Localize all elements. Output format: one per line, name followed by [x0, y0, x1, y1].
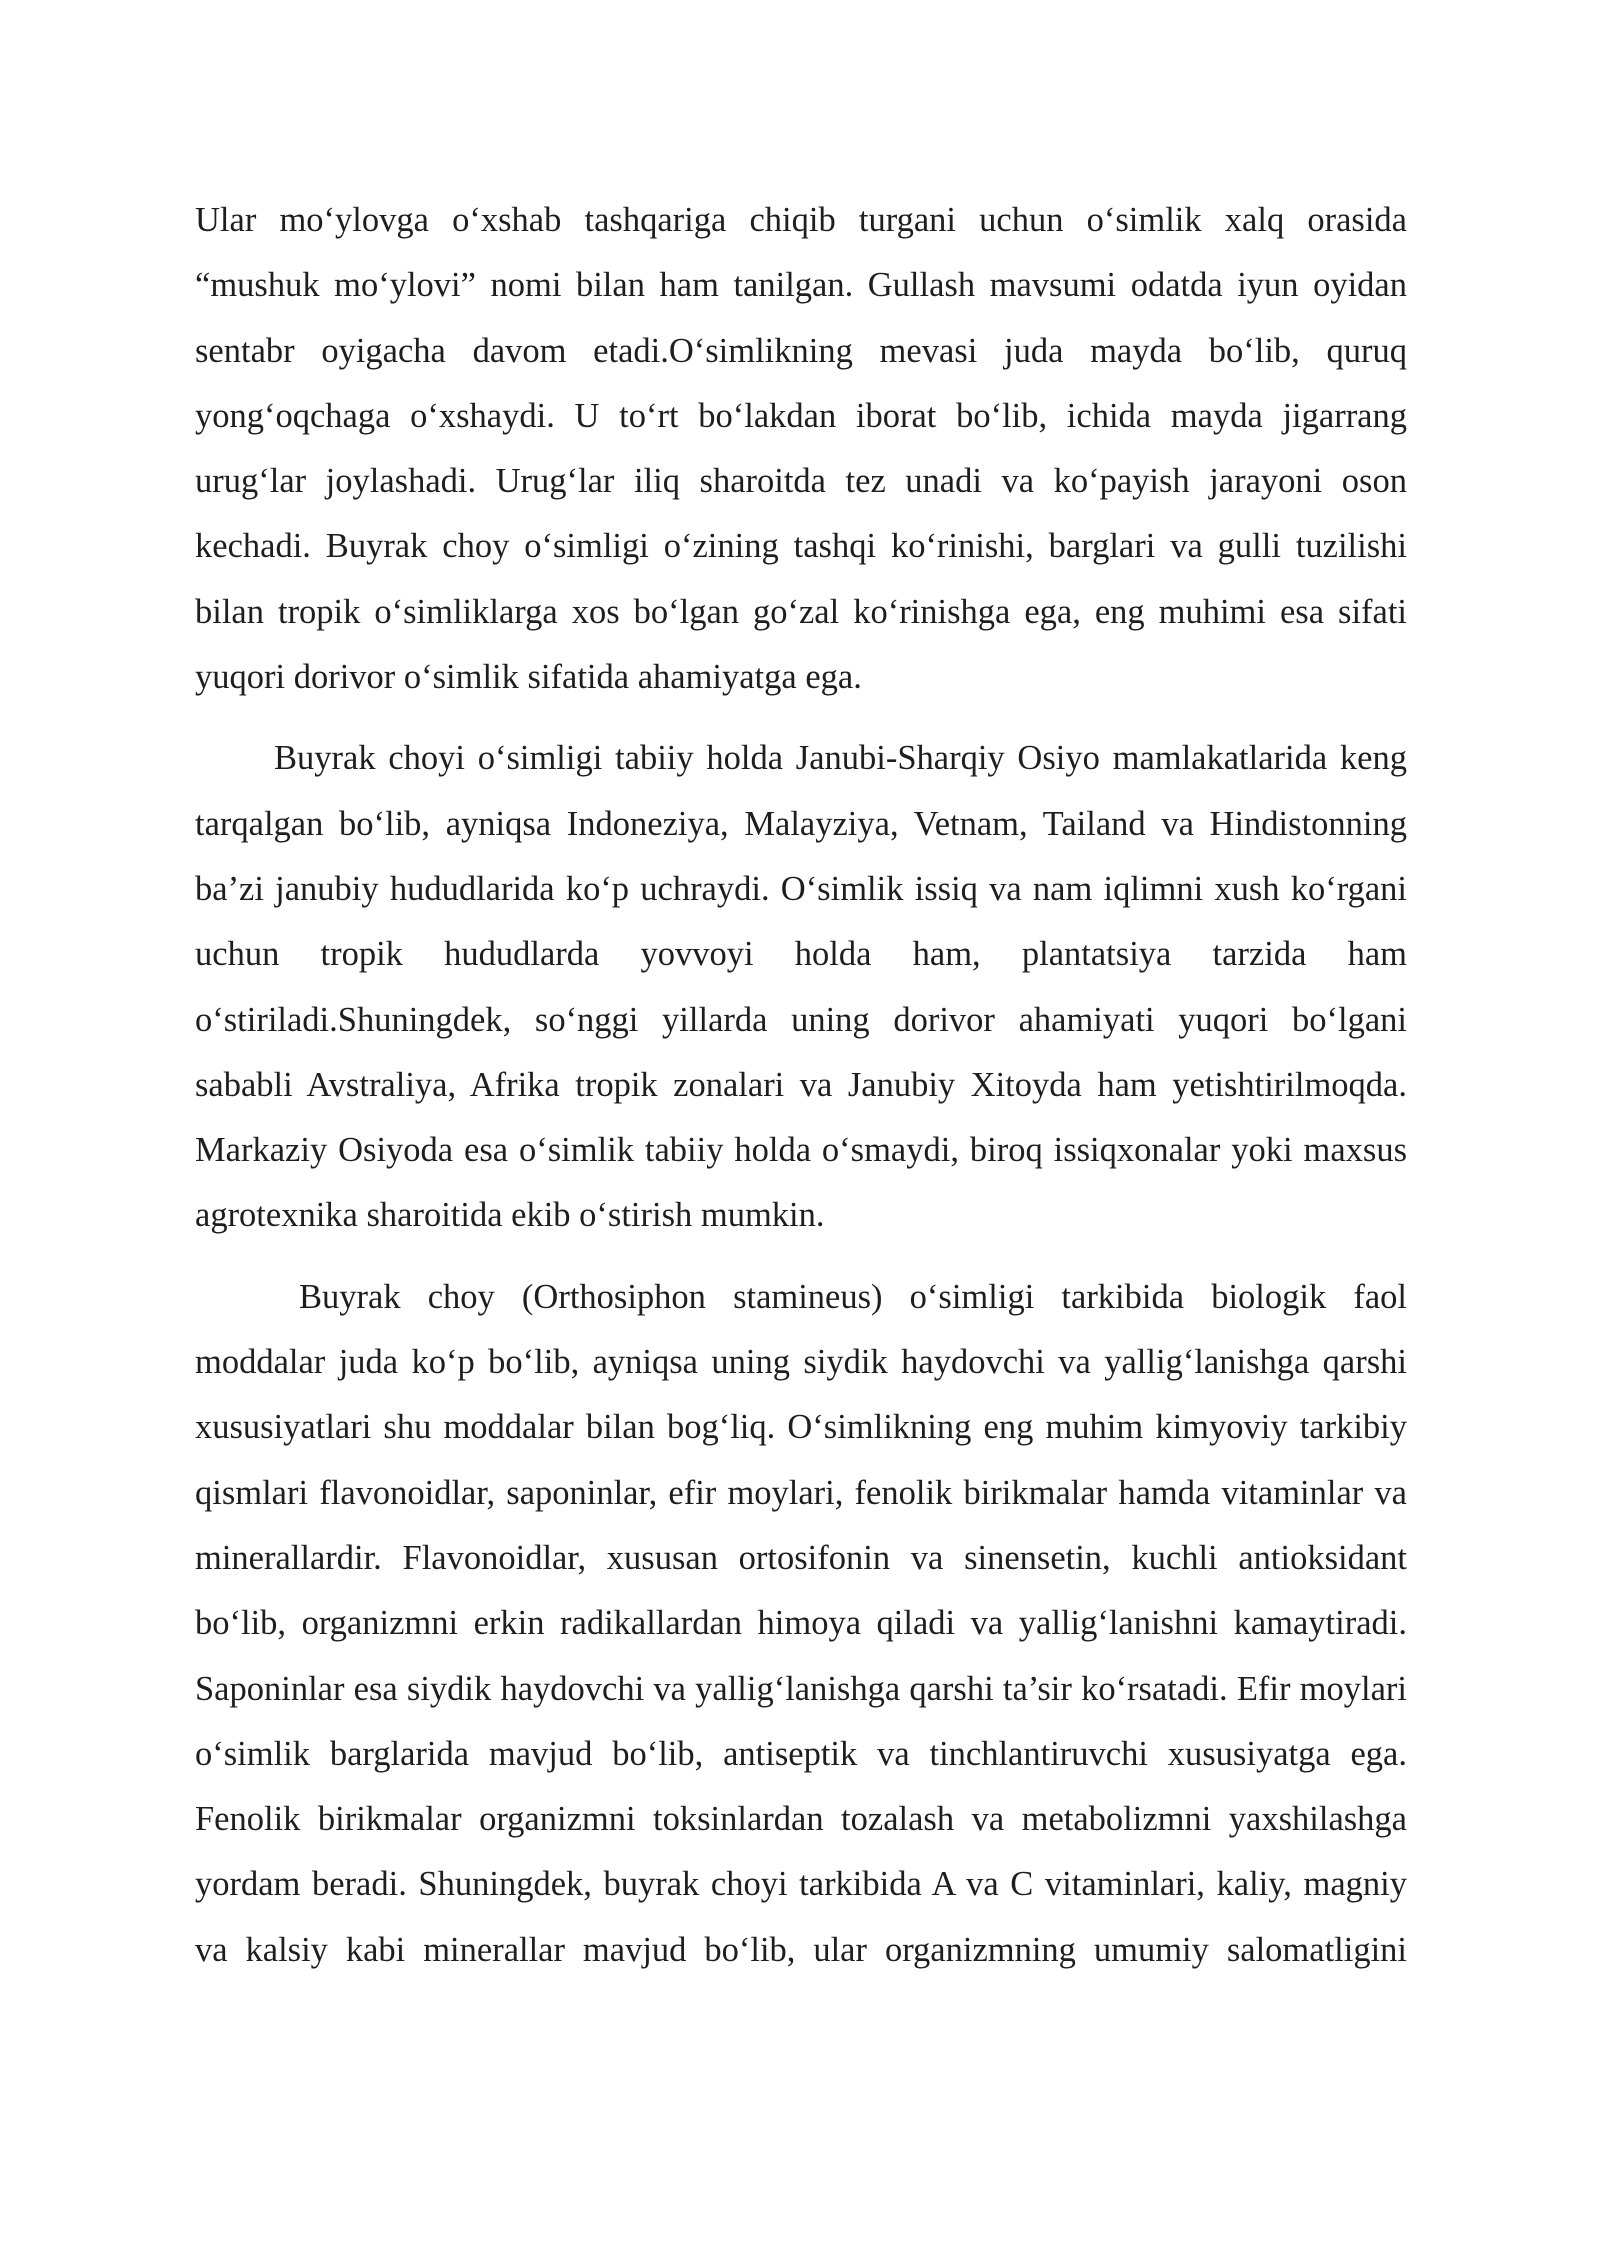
paragraph-2: Buyrak choyi o‘simligi tabiiy holda Janubi-Sharqiy Osiyo mamlakatlarida keng tarqalgan bo‘lib, ayniqsa Indoneziya, Malayziya, Vetnam, Tailand va Hindistonning ba’zi janubiy hududlarida ko‘p uchraydi. O‘simlik issiq va nam iqlimni xush ko‘rgani uchun tropik hududlarda yovvoyi holda ham, plantatsiya tarzida ham o‘stiriladi.Shuningdek, so‘nggi yillarda uning dorivor ahamiyati yuqori bo‘lgani sababli Avstraliya, Afrika tropik zonalari va Janubiy Xitoyda ham yetishtirilmoqda. Markaziy Osiyoda esa o‘simlik tabiiy holda o‘smaydi, biroq issiqxonalar yoki maxsus agrotexnika sharoitida ekib o‘stirish mumkin. — [195, 739, 1407, 1235]
paragraph-1: Ular mo‘ylovga o‘xshab tashqariga chiqib turgani uchun o‘simlik xalq orasida “mushuk mo‘ylovi” nomi bilan ham tanilgan. Gullash mavsumi odatda iyun oyidan sentabr oyigacha davom etadi.O‘simlikning mevasi juda mayda bo‘lib, quruq yong‘oqchaga o‘xshaydi. U to‘rt bo‘lakdan iborat bo‘lib, ichida mayda jigarrang urug‘lar joylashadi. Urug‘lar iliq sharoitda tez unadi va ko‘payish jarayoni oson kechadi. Buyrak choy o‘simligi o‘zining tashqi ko‘rinishi, barglari va gulli tuzilishi bilan tropik o‘simliklarga xos bo‘lgan go‘zal ko‘rinishga ega, eng muhimi esa sifati yuqori dorivor o‘simlik sifatida ahamiyatga ega. — [195, 201, 1407, 697]
document-body — [195, 188, 1407, 1983]
paragraph-3: Buyrak choy (Orthosiphon stamineus) o‘simligi tarkibida biologik faol moddalar juda ko‘p bo‘lib, ayniqsa uning siydik haydovchi va yallig‘lanishga qarshi xususiyatlari shu moddalar bilan bog‘liq. O‘simlikning eng muhim kimyoviy tarkibiy qismlari flavonoidlar, saponinlar, efir moylari, fenolik birikmalar hamda vitaminlar va minerallardir. Flavonoidlar, xususan ortosifonin va sinensetin, kuchli antioksidant bo‘lib, organizmni erkin radikallardan himoya qiladi va yallig‘lanishni kamaytiradi. Saponinlar esa siydik haydovchi va yallig‘lanishga qarshi ta’sir ko‘rsatadi. Efir moylari o‘simlik barglarida mavjud bo‘lib, antiseptik va tinchlantiruvchi xususiyatga ega. Fenolik birikmalar organizmni toksinlardan tozalash va metabolizmni yaxshilashga yordam beradi. Shuningdek, buyrak choyi tarkibida A va C vitaminlari, kaliy, magniy va kalsiy kabi minerallar mavjud bo‘lib, ular organizmning umumiy salomatligini — [195, 1277, 1407, 1969]
